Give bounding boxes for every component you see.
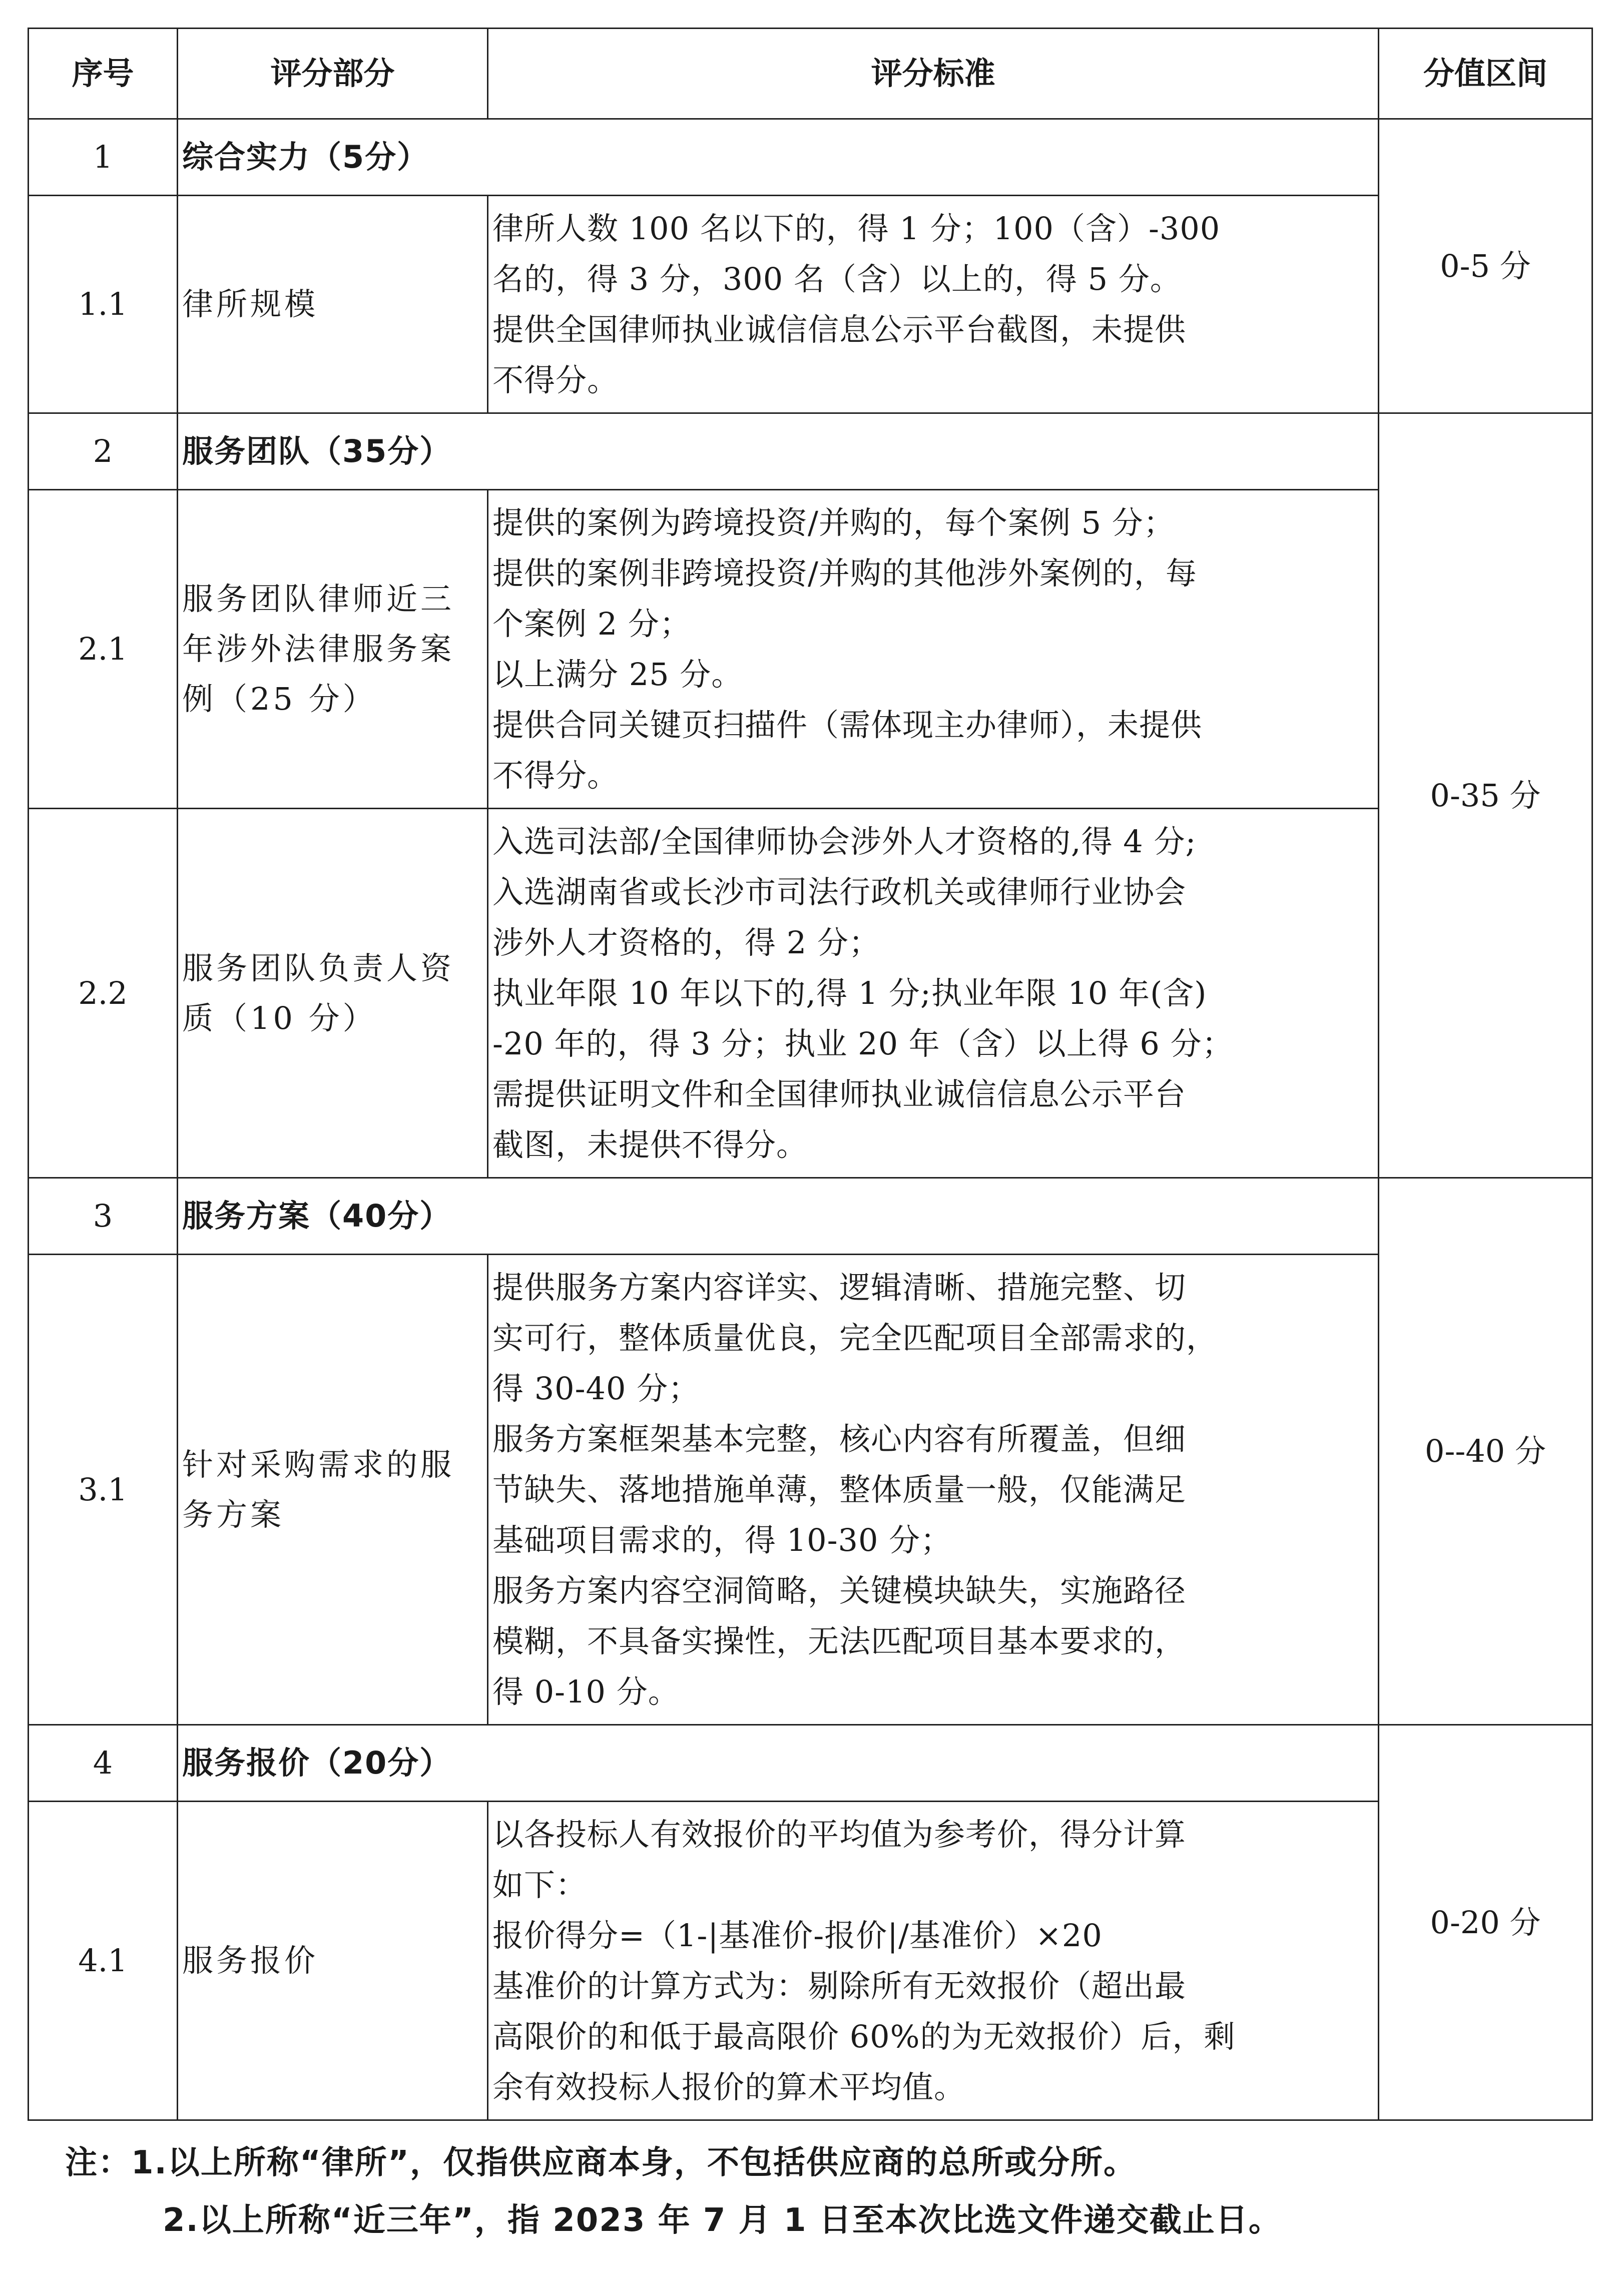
section-title: 综合实力（5分） [178,119,1379,196]
item-part: 服务报价 [178,1802,488,2120]
criteria-line: 不得分。 [492,362,619,398]
criteria-line: 截图，未提供不得分。 [492,1126,808,1163]
item-part: 针对采购需求的服务方案 [178,1255,488,1725]
item-no: 1.1 [29,196,178,413]
criteria-line: 提供全国律师执业诚信信息公示平台截图，未提供 [492,311,1187,348]
item-no: 2.2 [29,809,178,1178]
criteria-line: 服务方案内容空洞简略，关键模块缺失，实施路径 [492,1572,1187,1609]
item-criteria [488,1802,1379,2120]
section-title: 服务团队（35分） [178,413,1379,490]
section-row [29,1178,1592,1255]
criteria-line: 实可行，整体质量优良，完全匹配项目全部需求的， [492,1320,1218,1356]
criteria-line: 模糊，不具备实操性，无法匹配项目基本要求的， [492,1623,1187,1659]
criteria-line: 基准价的计算方式为：剔除所有无效报价（超出最 [492,1968,1187,2004]
criteria-line: 节缺失、落地措施单薄，整体质量一般，仅能满足 [492,1471,1187,1508]
criteria-line: 入选司法部/全国律师协会涉外人才资格的,得 4 分; [492,823,1197,860]
section-title: 服务方案（40分） [178,1178,1379,1255]
criteria-line: 涉外人才资格的，得 2 分； [492,924,880,961]
criteria-line: 不得分。 [492,757,619,794]
item-part: 律所规模 [178,196,488,413]
header-criteria: 评分标准 [488,29,1379,119]
item-row [29,196,1592,413]
header-row [29,29,1592,119]
section-no: 1 [29,119,178,196]
criteria-line: 以各投标人有效报价的平均值为参考价，得分计算 [492,1816,1187,1853]
item-row [29,809,1592,1178]
header-no: 序号 [29,29,178,119]
item-no: 4.1 [29,1802,178,2120]
criteria-line: 余有效投标人报价的算术平均值。 [492,2069,966,2105]
criteria-line: 提供合同关键页扫描件（需体现主办律师），未提供 [492,707,1203,743]
section-row [29,1725,1592,1802]
item-row [29,1802,1592,2120]
scoring-table [28,28,1593,2121]
section-no: 3 [29,1178,178,1255]
item-criteria [488,1255,1379,1725]
item-part: 服务团队负责人资质（10 分） [178,809,488,1178]
note-2: 2.以上所称“近三年”，指 2023 年 7 月 1 日至本次比选文件递交截止日。 [163,2202,1282,2239]
score-range: 0-5 分 [1379,119,1592,413]
criteria-line: 提供的案例为跨境投资/并购的，每个案例 5 分； [492,504,1175,541]
item-no: 3.1 [29,1255,178,1725]
score-range: 0-20 分 [1379,1725,1592,2120]
criteria-line: -20 年的，得 3 分；执业 20 年（含）以上得 6 分； [492,1025,1234,1062]
item-no: 2.1 [29,490,178,809]
criteria-line: 提供服务方案内容详实、逻辑清晰、措施完整、切 [492,1269,1187,1306]
criteria-line: 基础项目需求的，得 10-30 分； [492,1522,952,1558]
criteria-line: 得 30-40 分； [492,1370,700,1407]
score-range: 0--40 分 [1379,1178,1592,1725]
criteria-line: 个案例 2 分； [492,606,691,642]
criteria-line: 执业年限 10 年以下的,得 1 分;执业年限 10 年(含) [492,975,1207,1011]
criteria-line: 以上满分 25 分。 [492,656,743,693]
criteria-line: 如下： [492,1867,588,1903]
note-1: 注：1.以上所称“律所”，仅指供应商本身，不包括供应商的总所或分所。 [65,2144,1137,2181]
section-title: 服务报价（20分） [178,1725,1379,1802]
section-row [29,413,1592,490]
criteria-line: 报价得分=（1-|基准价-报价|/基准价）×20 [492,1917,1103,1954]
criteria-line: 律所人数 100 名以下的，得 1 分；100（含）-300 [492,210,1221,247]
criteria-line: 高限价的和低于最高限价 60%的为无效报价）后，剩 [492,2018,1236,2055]
section-row [29,119,1592,196]
item-criteria [488,809,1379,1178]
item-criteria [488,490,1379,809]
header-part: 评分部分 [178,29,488,119]
item-part: 服务团队律师近三年涉外法律服务案例（25 分） [178,490,488,809]
footnotes [65,2134,1591,2249]
criteria-line: 入选湖南省或长沙市司法行政机关或律师行业协会 [492,874,1187,910]
criteria-line: 服务方案框架基本完整，核心内容有所覆盖，但细 [492,1421,1187,1457]
criteria-line: 提供的案例非跨境投资/并购的其他涉外案例的，每 [492,555,1197,592]
section-no: 4 [29,1725,178,1802]
criteria-line: 名的，得 3 分，300 名（含）以上的，得 5 分。 [492,261,1182,297]
header-range: 分值区间 [1379,29,1592,119]
criteria-line: 需提供证明文件和全国律师执业诚信信息公示平台 [492,1076,1187,1112]
item-row [29,1255,1592,1725]
section-no: 2 [29,413,178,490]
item-row [29,490,1592,809]
item-criteria [488,196,1379,413]
criteria-line: 得 0-10 分。 [492,1673,680,1710]
score-range: 0-35 分 [1379,413,1592,1178]
